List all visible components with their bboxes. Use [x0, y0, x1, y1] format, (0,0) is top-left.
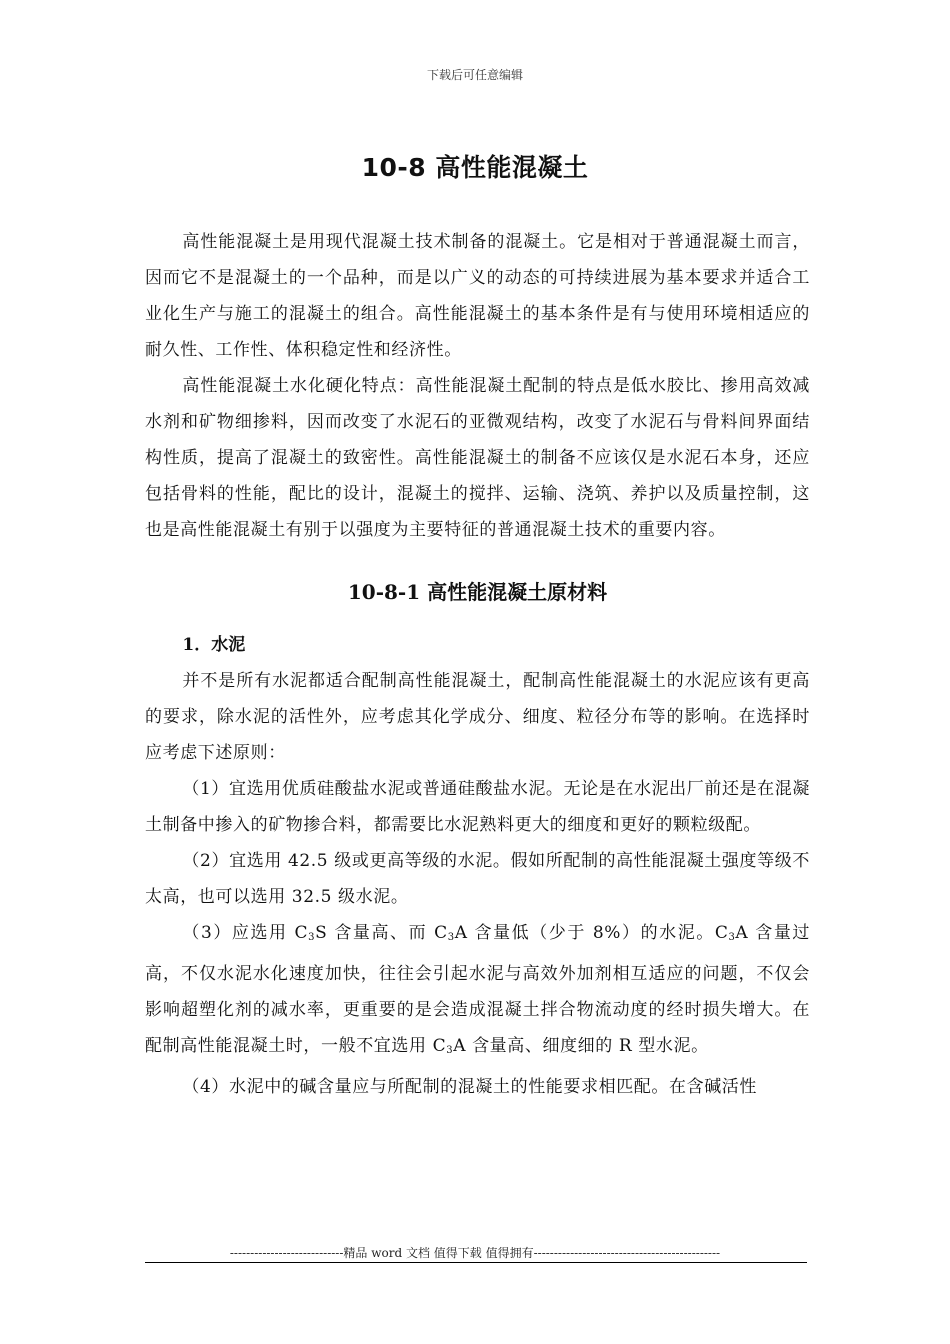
item3-text-d: A 含量过高，不仅水泥水化速度加快，往往会引起水泥与高效外加剂相互适应的问题，不仅会影响超塑化剂的减水率，更重要的是会造成混凝土拌合物流动度的经时损失增大。在配制高性能混凝土时，一般不宜选用 C	[145, 923, 810, 1056]
item3-subscript-4: 3	[446, 1045, 454, 1056]
page-title: 10-8 高性能混凝土	[361, 153, 589, 182]
section-heading-cement: 1．水泥	[182, 635, 246, 655]
header-note: 下载后可任意编辑	[426, 68, 523, 82]
cement-item-4: （4）水泥中的碱含量应与所配制的混凝土的性能要求相匹配。在含碱活性	[182, 1077, 758, 1097]
cement-intro-paragraph: 并不是所有水泥都适合配制高性能混凝土，配制高性能混凝土的水泥应该有更高的要求，除水泥的活性外，应考虑其化学成分、细度、粒径分布等的影响。在选择时应考虑下述原则：	[145, 671, 810, 763]
document-body	[145, 224, 810, 1105]
item3-text-c: A 含量低（少于 8%）的水泥。C	[454, 923, 729, 943]
footer-text: ----------------------------精品 word 文档 值得下载 值得拥有----------------------------------------------	[229, 1246, 721, 1260]
cement-item-2: （2）宜选用 42.5 级或更高等级的水泥。假如所配制的高性能混凝土强度等级不太高，也可以选用 32.5 级水泥。	[145, 851, 810, 907]
cement-item-1: （1）宜选用优质硅酸盐水泥或普通硅酸盐水泥。无论是在水泥出厂前还是在混凝土制备中掺入的矿物掺合料，都需要比水泥熟料更大的细度和更好的颗粒级配。	[145, 779, 810, 835]
footer-divider	[145, 1262, 807, 1263]
item3-subscript-1: 3	[308, 932, 316, 943]
item3-text-b: S 含量高、而 C	[315, 923, 448, 943]
item3-subscript-2: 3	[447, 932, 455, 943]
item3-subscript-3: 3	[728, 932, 736, 943]
intro-paragraph-2: 高性能混凝土水化硬化特点：高性能混凝土配制的特点是低水胶比、掺用高效减水剂和矿物细掺料，因而改变了水泥石的亚微观结构，改变了水泥石与骨料间界面结构性质，提高了混凝土的致密性。高性能混凝土的制备不应该仅是水泥石本身，还应包括骨料的性能，配比的设计，混凝土的搅拌、运输、浇筑、养护以及质量控制，这也是高性能混凝土有别于以强度为主要特征的普通混凝土技术的重要内容。	[145, 376, 810, 540]
item3-text-e: A 含量高、细度细的 R 型水泥。	[453, 1036, 709, 1056]
intro-paragraph-1: 高性能混凝土是用现代混凝土技术制备的混凝土。它是相对于普通混凝土而言，因而它不是混凝土的一个品种，而是以广义的动态的可持续进展为基本要求并适合工业化生产与施工的混凝土的组合。高性能混凝土的基本条件是有与使用环境相适应的耐久性、工作性、体积稳定性和经济性。	[145, 232, 810, 360]
item3-text-a: （3）应选用 C	[182, 923, 309, 943]
cement-item-3	[145, 915, 810, 1069]
section-subtitle: 10-8-1 高性能混凝土原材料	[347, 580, 608, 604]
